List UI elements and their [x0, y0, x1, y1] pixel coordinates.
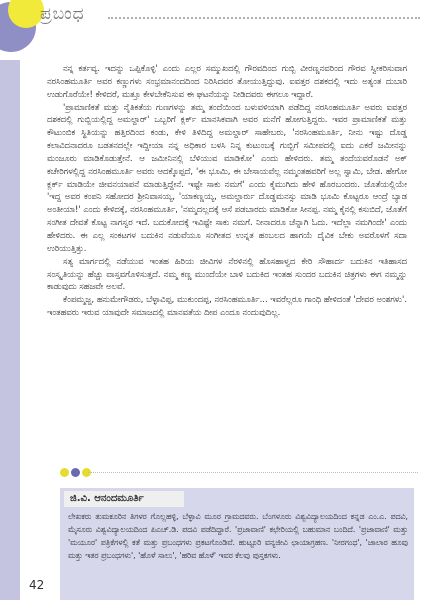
header-dotted-rule: [108, 17, 420, 19]
section-title: ಪ್ರಬಂಧ: [40, 4, 85, 24]
divider-dot: [60, 468, 69, 477]
article-body: [47, 62, 407, 319]
page-number: 42: [29, 578, 45, 592]
body-paragraph: ನನ್ನ ಕರ್ತವ್ಯ. ಇದನ್ನು ಒಪ್ಪಿಕೊಳ್ಳಿ' ಎಂದು ಎಲ್ಲರ ಸಮ್ಮುಖದಲ್ಲಿ ಗೌರವದಿಂದ ಗುಬ್ಬಿ ವೀರಣ್ಣನವರಿಂದ ಗೌರವ ಸ್ವೀಕರಿಸುವಾಗ ನರಸಿಂಹಮೂರ್ತಿ ಅವರ ಕಣ್ಣುಗಳು ಸಂಭ್ರಮಾನಂದದಿಂದ ನಿರಿಸಿದವರ ತೋಯುತ್ತಿದ್ದುವು. ಐವತ್ತರ ದಶಕದಲ್ಲಿ ಇದು ಅತ್ಯಂತ ದುಬಾರಿ ಉಡುಗೊರೆಯೇ! ಕೇಳಿದರೆ, ಮತ್ತೂ ಕೇಳಬೇಕೆನಿಸುವ ಈ ಘಟನೆಯನ್ನು ನೀಡಿದವರು ಈಗಲೂ ಇದ್ದಾರೆ.: [47, 63, 407, 99]
section-divider: [88, 472, 418, 473]
divider-dot: [71, 468, 80, 477]
author-name: ಜಿ.ವಿ. ಆನಂದಮೂರ್ತಿ: [64, 491, 184, 507]
author-bio: ಲೇಖಕರು ತುಮಕೂರಿನ ತಿಗಳರ ಗೊಲ್ಲಹಳ್ಳಿ, ಬೆಳ್ಳಾವಿ ಮೂರ ಗ್ರಾಮದವರು. ಬೆಂಗಳೂರು ವಿಶ್ವವಿದ್ಯಾಲಯದಿಂದ ಕನ್ನಡ ಎಂ.ಎ. ಪದವಿ, ಮೈಸೂರು ವಿಶ್ವವಿದ್ಯಾಲಯದಿಂದ ಪಿಎಚ್.ಡಿ. ಪದವಿ ಪಡೆದಿದ್ದಾರೆ. 'ಪ್ರಜಾವಾಣಿ' ಕಛೇರಿಯಲ್ಲಿ ಬಹುಮಾನ ಬಂದಿದೆ. 'ಪ್ರಜಾವಾಣಿ' ಮತ್ತು 'ಮಯೂರ' ಪತ್ರಿಕೆಗಳಲ್ಲಿ ಕತೆ ಮತ್ತು ಪ್ರಬಂಧಗಳು ಪ್ರಕಟಗೊಂಡಿವೆ. ಹುಟ್ಟೂರಿ ವನ್ಯಜೀವಿ ಛಾಯಾಗ್ರಹಣ. 'ನೀರಗಂಧ', 'ಜಾಲಾರ ಹೂವು ಮತ್ತು ಇತರ ಪ್ರಬಂಧಗಳು', 'ಹೊಳೆ ಸಾಲು', 'ಹರಿವ ಹೊಳೆ' ಇವರ ಕೆಲವು ಪುಸ್ತಕಗಳು.: [68, 512, 408, 560]
body-paragraph: 'ಪ್ರಾಮಾಣಿಕತೆ ಮತ್ತು ನೈತಿಕತೆಯ ಗುಣಗಳನ್ನು ತಮ್ಮ ತಂದೆಯಿಂದ ಬಳುವಳಿಯಾಗಿ ಪಡೆದಿದ್ದ ನರಸಿಂಹಮೂರ್ತಿ ಅವರು ಐವತ್ತರ ದಶಕದಲ್ಲಿ ಗುಬ್ಬಿಯಲ್ಲಿದ್ದ ಅಮಲ್ದಾರ್' ಒಬ್ಬರಿಗೆ ಕ್ಲರ್ಕ್ ಮಾನಸಿಕವಾಗಿ ಅವರ ಮನೆಗೆ ಹೋಗುತ್ತಿದ್ದರು. ಇವರ ಪ್ರಾಮಾಣಿಕತೆ ಮತ್ತು ಕೌಟುಂಬಿಕ ಸ್ಥಿತಿಯನ್ನು ಹತ್ತಿರದಿಂದ ಕಂಡು, ಕೇಳಿ ತಿಳಿದಿದ್ದ ಅಮಲ್ದಾರ್ ಸಾಹೇಬರು, 'ನರಸಿಂಹಮೂರ್ತಿ, ನೀನು ಇಷ್ಟು ದೊಡ್ಡ ಕಲಾವಿದನಾದರೂ ಬಡತನದಲ್ಲೇ ಇದ್ದೀಯಾ ನನ್ನ ಅಧಿಕಾರ ಬಳಸಿ ನಿನ್ನ ಕುಟುಂಬಕ್ಕೆ ಗುಬ್ಬಿಗೆ ಸಮೀಪದಲ್ಲಿ ಐದು ಎಕರೆ ಜಮೀನನ್ನು ಮಂಜೂರು ಮಾಡಿಕೊಡುತ್ತೇನೆ. ಆ ಜಮೀನಿನಲ್ಲಿ ಬೆಳಿಯುವ ಮಾಡಿಕೋ' ಎಂದು ಹೇಳಿದರು. ತಮ್ಮ ತಂದೆಯವರೊಡನೆ ಅಕ್ ಕಚೇರಿಗಳಲ್ಲಿದ್ದ ನರಸಿಂಹಮೂರ್ತಿ ಅವರು ಆದಕ್ಕೊಪ್ಪದೆ, 'ಈ ಭೂಮಿ, ಈ ಬೇಸಾಯವೆಲ್ಲ ನಮ್ಮಂತಹವರಿಗೆ ಅಲ್ಲ ಸ್ವಾಮಿ, ಬೇಡ. ಹೇಗೋ ಕ್ಲರ್ಕ್ ಮಾಡಿಯೇ ಜೀವನಯಾಪನೆ ಮಾಡುತ್ತಿದ್ದೇನೆ. ಇಷ್ಟೇ ಸಾಕು ನಮಗೆ' ಎಂದು ಕೈಮುಗಿದು ಹೇಳಿ ಹೊರಬಂದರು. ಜೊತೆಯಲ್ಲಿಯೇ 'ಇದ್ದ ಅವರ ಕಂಪನಿ ಸಹೋದರ ಶ್ರೀನಿವಾಸಯ್ಯ, 'ಯಾಕಣ್ಣಯ್ಯ, ಅಮಲ್ದಾರ್ರು ದೊಡ್ಡಮನಸ್ಸು ಮಾಡಿ ಭೂಮಿ ಕೊಟ್ಟರೂ ಆಂದ್ರೆ ಬ್ಯಾಡ ಅಂತೀಯಾ!' ಎಂದು ಕೇಳಿದಕ್ಕೆ, ನರಸಿಂಹಮೂರ್ತಿ, 'ನಮ್ಮದಲ್ಲದಕ್ಕೆ ಆಸೆ ಪಡಬಾರದು ಮಾಡಿಕೋ ಸೀನಪ್ಪ. ನಮ್ಮ ಕೈನಲ್ಲಿ ಕಸುಬಿದೆ, ಜೊತೆಗೆ ಸಂಗೀತ ದೇವತೆ ಕೊಟ್ಟ ನಾಗಸ್ವರ ಇದೆ. ಬದುಕೋದಕ್ಕೆ ಇವಿಷ್ಟೇ ಸಾಕು ನಮಗೆ. ನೀನಾದರೂ ಚೆನ್ನಾಗಿ ಓದು. ಇದೆಲ್ಲಾ ನಮಗಿಂದೇ' ಎಂದು ಹೇಳಿದರು. ಈ ಎಲ್ಲ ಸಂಕಟಗಳ ಬದುಕಿನ ನಡುವೆಯೂ ಸಂಗೀತದ ಉನ್ನತ ಹಂಬಲದ ಹಾಗಯೆ ದೈವಿಕ ಬೇಕು ಅವರೊಳಗೆ ಸದಾ ಉರಿಯುತ್ತಿತ್ತು.: [47, 101, 407, 253]
body-paragraph: ಕೆಂಪಮ್ಮಜ್ಜ, ಹನುಮೇಗೌಡರು, ಬೆಳ್ಳಾವಿಪ್ಪ, ಮುಕುಂದಪ್ಪ, ನರಸಿಂಹಮೂರ್ತಿ... ಇವರೆಲ್ಲರೂ ಗಾಂಧಿ ಹೇಳಿದಂತೆ 'ದೇವರ ಅಂಶಗಳು'. ಇಂತಹವರು ಇರುವ ಯಾವುದೇ ಸಮಾಜದಲ್ಲಿ ಮಾನವತೆಯ ದೀಪ ಎಂದೂ ನಂದುವುದಿಲ್ಲ.: [47, 294, 407, 318]
body-paragraph: ಸತ್ಯ ಮಾರ್ಗದಲ್ಲಿ ನಡೆಯುವ ಇಂತಹ ಹಿರಿಯ ಜೀವಿಗಳ ನೆರಳಿನಲ್ಲಿ ಹೊಸಹಾಳ್ವದ ಕೇರಿ ಸೌಹಾರ್ದ ಬದುಕಿನ ಇತಿಹಾಸದ ಸಂಸ್ಕೃತಿಯನ್ನು ಹೆಚ್ಚು ವಾಸ್ತವಗೊಳಿಸುತ್ತದೆ. ನಮ್ಮ ಕಣ್ಣ ಮುಂದೆಯೇ ಬಾಳಿ ಬದುಕಿದ ಇಂತಹ ಸುಂದರ ಬದುಕಿನ ಚಿತ್ರಗಳು ಈಗ ನಮ್ಮನ್ನು ಕಾಡುವುದು ಸಹಜವೇ ಅಲವೆ.: [47, 255, 407, 292]
left-margin-bar: [0, 60, 20, 600]
author-info-box: [60, 488, 414, 600]
